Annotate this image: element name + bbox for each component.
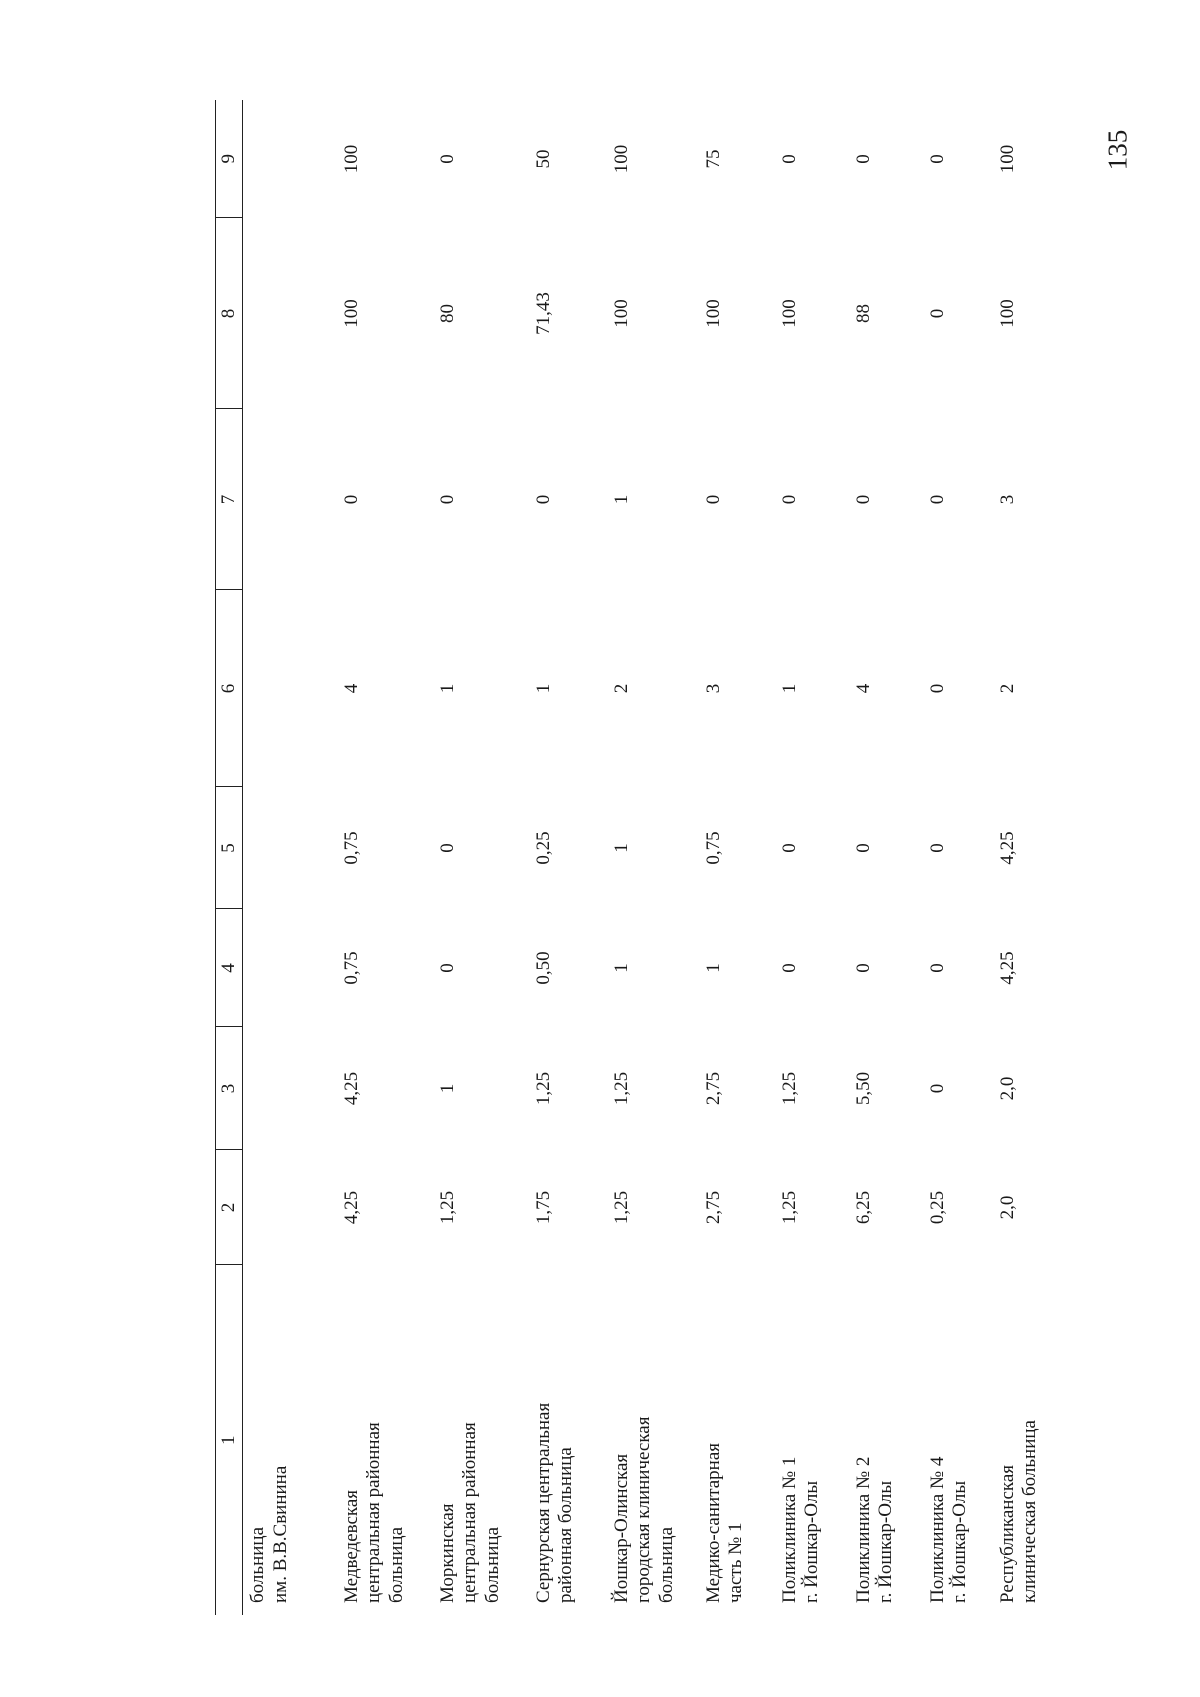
row-name-cell xyxy=(243,1265,325,1615)
table-row xyxy=(687,100,763,1615)
value-cell-col-4: 0,75 xyxy=(340,951,362,985)
value-cell-col-7: 0 xyxy=(532,494,554,505)
value-cell-col-8: 71,43 xyxy=(532,292,554,335)
value-cell-col-6: 2 xyxy=(996,683,1018,694)
value-cell-col-7: 0 xyxy=(926,494,948,505)
value-cell-col-9: 0 xyxy=(778,154,800,164)
value-cell-col-8: 80 xyxy=(436,304,458,323)
rotated-table-container xyxy=(215,100,1041,1615)
value-cell-col-8: 0 xyxy=(926,308,948,319)
value-cell-col-3: 1,25 xyxy=(778,1071,800,1106)
value-cell-col-9: 75 xyxy=(702,149,724,169)
row-name-line: Республиканская xyxy=(996,1464,1018,1603)
value-cell-col-4: 1 xyxy=(702,963,724,973)
value-cell-col-7: 0 xyxy=(436,494,458,505)
row-name-cell xyxy=(595,1265,687,1615)
value-cell-col-4: 0 xyxy=(778,963,800,973)
value-cell-col-5: 0,25 xyxy=(532,831,554,865)
value-cell-col-7: 0 xyxy=(778,494,800,505)
value-cell-col-8: 100 xyxy=(778,299,800,328)
value-cell-col-3: 1,25 xyxy=(532,1071,554,1106)
row-name-line: больница xyxy=(482,1527,504,1603)
row-name-line: центральная районная xyxy=(363,1422,385,1603)
row-name-cell xyxy=(911,1265,981,1615)
value-cell-col-5: 0 xyxy=(436,843,458,853)
value-cell-col-5 xyxy=(243,787,325,909)
value-cell-col-9: 0 xyxy=(436,154,458,164)
column-header-9: 9 xyxy=(216,100,243,218)
value-cell-col-2: 1,25 xyxy=(436,1190,458,1225)
row-name-line: им. В.В.Свинина xyxy=(269,1465,291,1603)
row-name-cell xyxy=(421,1265,517,1615)
row-name-line: больница xyxy=(656,1527,678,1603)
value-cell-col-4: 0 xyxy=(926,963,948,973)
row-name-line: городская клиническая xyxy=(633,1416,655,1603)
row-name-cell xyxy=(763,1265,837,1615)
column-header-1: 1 xyxy=(216,1265,243,1615)
value-cell-col-4: 4,25 xyxy=(996,951,1018,985)
value-cell-col-7: 1 xyxy=(610,494,632,505)
value-cell-col-6: 1 xyxy=(778,683,800,694)
value-cell-col-3: 0 xyxy=(926,1083,948,1094)
table-row xyxy=(763,100,837,1615)
value-cell-col-2: 1,25 xyxy=(778,1190,800,1225)
value-cell-col-8: 100 xyxy=(702,299,724,328)
value-cell-col-2 xyxy=(243,1150,325,1265)
value-cell-col-2: 6,25 xyxy=(852,1190,874,1225)
row-name-cell xyxy=(687,1265,763,1615)
column-header-6: 6 xyxy=(216,590,243,787)
value-cell-col-3: 2,0 xyxy=(996,1076,1018,1101)
row-name-line: Сернурская центральная xyxy=(532,1402,554,1603)
value-cell-col-4: 0 xyxy=(852,963,874,973)
value-cell-col-7: 0 xyxy=(702,494,724,505)
value-cell-col-8: 100 xyxy=(996,299,1018,328)
row-name-line: районная больница xyxy=(555,1447,577,1603)
value-cell-col-6: 2 xyxy=(610,683,632,694)
value-cell-col-3 xyxy=(243,1027,325,1150)
column-header-7: 7 xyxy=(216,409,243,590)
row-name-line: больница xyxy=(247,1527,268,1603)
value-cell-col-9: 100 xyxy=(610,144,632,174)
value-cell-col-5: 1 xyxy=(610,843,632,853)
row-name-line: часть № 1 xyxy=(725,1522,747,1603)
value-cell-col-7 xyxy=(243,409,325,590)
value-cell-col-3: 2,75 xyxy=(702,1071,724,1106)
value-cell-col-9: 100 xyxy=(340,144,362,174)
value-cell-col-7: 3 xyxy=(996,494,1018,505)
value-cell-col-3: 5,50 xyxy=(852,1071,874,1106)
value-cell-col-2: 1,25 xyxy=(610,1190,632,1225)
value-cell-col-6: 0 xyxy=(926,683,948,694)
value-cell-col-5: 4,25 xyxy=(996,831,1018,865)
value-cell-col-6 xyxy=(243,590,325,787)
value-cell-col-9: 0 xyxy=(852,154,874,164)
value-cell-col-4: 0 xyxy=(436,963,458,973)
value-cell-col-4: 1 xyxy=(610,963,632,973)
row-name-cell xyxy=(981,1265,1073,1615)
value-cell-col-5: 0 xyxy=(778,843,800,853)
value-cell-col-6: 4 xyxy=(852,683,874,694)
row-name-line: Моркинская xyxy=(436,1503,458,1603)
value-cell-col-9 xyxy=(243,100,325,218)
column-header-3: 3 xyxy=(216,1027,243,1150)
value-cell-col-4 xyxy=(243,909,325,1027)
row-name-cell xyxy=(837,1265,911,1615)
value-cell-col-2: 1,75 xyxy=(532,1190,554,1225)
value-cell-col-5: 0 xyxy=(926,843,948,853)
value-cell-col-6: 4 xyxy=(340,683,362,694)
row-name-line: Медико-санитарная xyxy=(702,1443,724,1603)
table-row xyxy=(837,100,911,1615)
value-cell-col-5: 0,75 xyxy=(702,831,724,865)
row-name-line: г. Йошкар-Олы xyxy=(801,1480,823,1603)
row-name-line: Поликлиника № 4 xyxy=(926,1456,948,1603)
row-name-line: больница xyxy=(386,1527,408,1603)
value-cell-col-2: 0,25 xyxy=(926,1190,948,1225)
row-name-line: г. Йошкар-Олы xyxy=(875,1480,897,1603)
value-cell-col-8 xyxy=(243,218,325,409)
row-name-line: клиническая больница xyxy=(1019,1420,1041,1603)
value-cell-col-3: 4,25 xyxy=(340,1071,362,1106)
value-cell-col-3: 1 xyxy=(436,1083,458,1094)
table-row xyxy=(243,100,325,1615)
value-cell-col-8: 100 xyxy=(610,299,632,328)
value-cell-col-9: 50 xyxy=(532,149,554,169)
row-name-line: центральная районная xyxy=(459,1422,481,1603)
value-cell-col-4: 0,50 xyxy=(532,951,554,985)
value-cell-col-9: 0 xyxy=(926,154,948,164)
row-name-line: Поликлиника № 1 xyxy=(778,1456,800,1603)
row-name-cell xyxy=(325,1265,421,1615)
value-cell-col-3: 1,25 xyxy=(610,1071,632,1106)
table-row xyxy=(595,100,687,1615)
value-cell-col-8: 88 xyxy=(852,304,874,323)
table-row xyxy=(325,100,421,1615)
value-cell-col-7: 0 xyxy=(340,494,362,505)
value-cell-col-2: 4,25 xyxy=(340,1190,362,1225)
row-name-cell xyxy=(517,1265,595,1615)
data-table xyxy=(215,100,1073,1615)
page-number: 135 xyxy=(1102,129,1133,171)
value-cell-col-2: 2,0 xyxy=(996,1195,1018,1220)
value-cell-col-6: 1 xyxy=(532,683,554,694)
value-cell-col-8: 100 xyxy=(340,299,362,328)
column-header-4: 4 xyxy=(216,909,243,1027)
column-header-8: 8 xyxy=(216,218,243,409)
row-name-line: Йошкар-Олинская xyxy=(610,1453,632,1603)
header-row xyxy=(216,100,243,1615)
row-name-line: Медведевская xyxy=(340,1489,362,1603)
value-cell-col-5: 0,75 xyxy=(340,831,362,865)
table-body xyxy=(243,100,1073,1615)
table-row xyxy=(981,100,1073,1615)
value-cell-col-6: 1 xyxy=(436,683,458,694)
table-row xyxy=(421,100,517,1615)
value-cell-col-9: 100 xyxy=(996,144,1018,174)
table-row xyxy=(911,100,981,1615)
value-cell-col-6: 3 xyxy=(702,683,724,694)
value-cell-col-7: 0 xyxy=(852,494,874,505)
row-name-line: г. Йошкар-Олы xyxy=(949,1480,971,1603)
row-name-line: Поликлиника № 2 xyxy=(852,1456,874,1603)
value-cell-col-5: 0 xyxy=(852,843,874,853)
column-header-2: 2 xyxy=(216,1150,243,1265)
table-row xyxy=(517,100,595,1615)
value-cell-col-2: 2,75 xyxy=(702,1190,724,1225)
column-header-5: 5 xyxy=(216,787,243,909)
